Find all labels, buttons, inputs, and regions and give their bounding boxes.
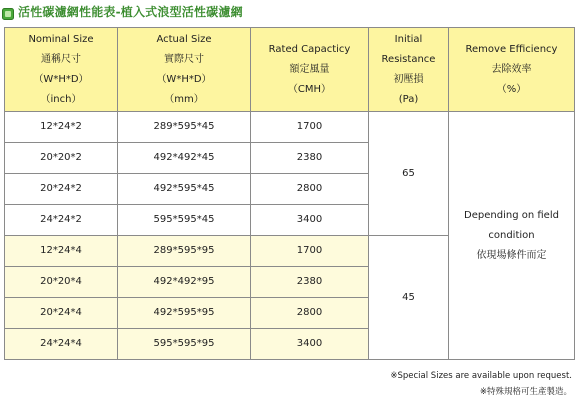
nominal-size-cell: 24*24*4 — [5, 329, 118, 360]
footnote-special-sizes-zh: ※特殊規格可生產製造。 — [479, 387, 572, 397]
rated-capacity-cell: 1700 — [251, 236, 369, 267]
rated-capacity-cell: 2380 — [251, 267, 369, 298]
header-rated-capacity: Rated Capacticy 額定風量 （CMH） — [251, 28, 369, 112]
initial-resistance-cell-group-1: 65 — [369, 112, 449, 236]
initial-resistance-cell-group-2: 45 — [369, 236, 449, 360]
table-row — [5, 112, 575, 143]
actual-size-cell: 492*595*95 — [118, 298, 251, 329]
rated-capacity-cell: 3400 — [251, 329, 369, 360]
actual-size-cell: 289*595*45 — [118, 112, 251, 143]
header-actual-size: Actual Size 實際尺寸 （W*H*D） （mm） — [118, 28, 251, 112]
nominal-size-cell: 20*20*4 — [5, 267, 118, 298]
rated-capacity-cell: 1700 — [251, 112, 369, 143]
nominal-size-cell: 12*24*2 — [5, 112, 118, 143]
rated-capacity-cell: 3400 — [251, 205, 369, 236]
actual-size-cell: 492*492*45 — [118, 143, 251, 174]
nominal-size-cell: 24*24*2 — [5, 205, 118, 236]
page-title: 活性碳濾網性能表-植入式浪型活性碳濾網 — [18, 4, 243, 19]
actual-size-cell: 289*595*95 — [118, 236, 251, 267]
nominal-size-cell: 20*24*2 — [5, 174, 118, 205]
performance-table — [4, 27, 575, 360]
nominal-size-cell: 12*24*4 — [5, 236, 118, 267]
header-remove-efficiency: Remove Efficiency 去除效率 （%） — [449, 28, 575, 112]
header-initial-resistance: Initial Resistance 初壓損 (Pa) — [369, 28, 449, 112]
green-square-bullet-icon — [2, 5, 14, 17]
header-nominal-size: Nominal Size 通稱尺寸 （W*H*D） （inch） — [5, 28, 118, 112]
footnote-special-sizes-en: ※Special Sizes are available upon request. — [390, 371, 572, 381]
rated-capacity-cell: 2800 — [251, 174, 369, 205]
rated-capacity-cell: 2800 — [251, 298, 369, 329]
actual-size-cell: 492*492*95 — [118, 267, 251, 298]
nominal-size-cell: 20*24*4 — [5, 298, 118, 329]
table-header-row — [5, 28, 575, 112]
remove-efficiency-cell: Depending on field condition 依現場條件而定 — [449, 112, 575, 360]
actual-size-cell: 492*595*45 — [118, 174, 251, 205]
actual-size-cell: 595*595*95 — [118, 329, 251, 360]
nominal-size-cell: 20*20*2 — [5, 143, 118, 174]
actual-size-cell: 595*595*45 — [118, 205, 251, 236]
rated-capacity-cell: 2380 — [251, 143, 369, 174]
page-title-bar — [2, 2, 243, 20]
